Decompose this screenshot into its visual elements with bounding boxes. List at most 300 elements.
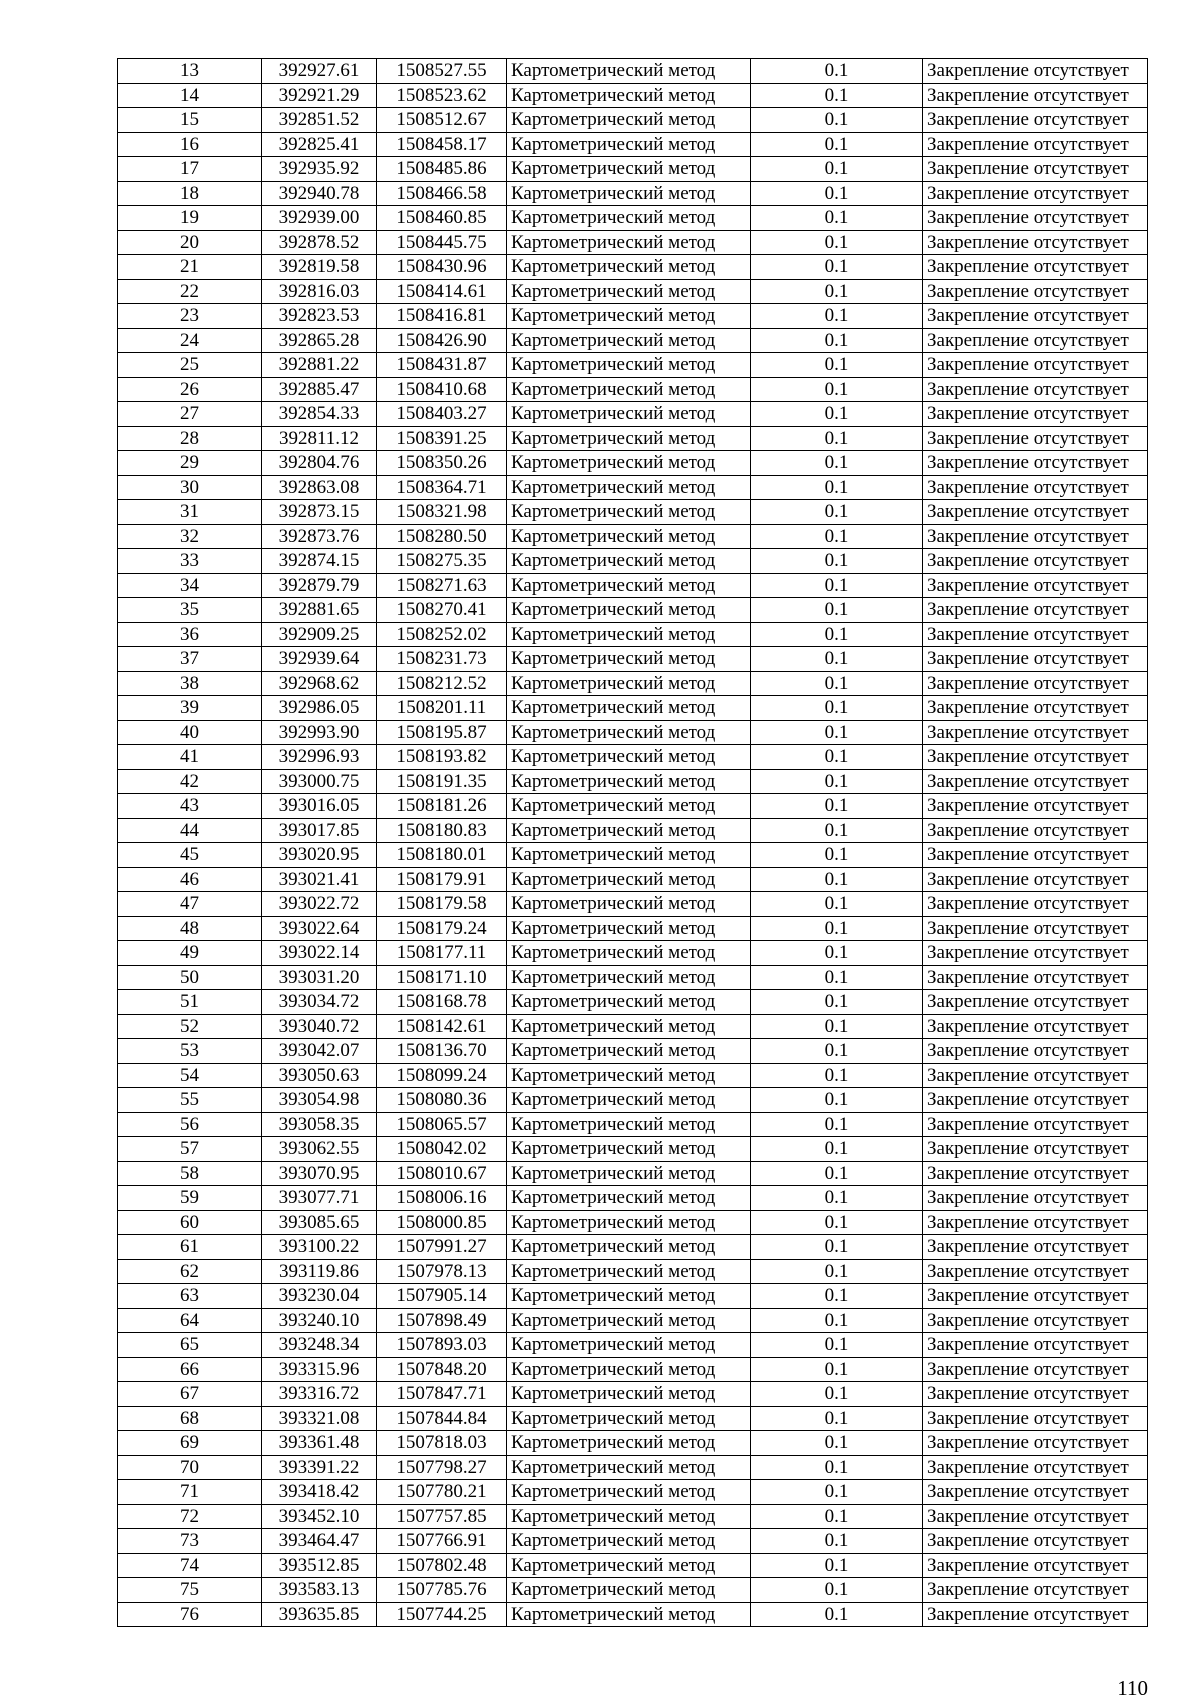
method-cell: Картометрический метод: [507, 794, 751, 819]
point-number-cell: 66: [118, 1357, 262, 1382]
accuracy-cell: 0.1: [751, 720, 923, 745]
table-row: [118, 1161, 1148, 1186]
y-coordinate-cell: 1508171.10: [377, 965, 507, 990]
x-coordinate-cell: 393512.85: [262, 1553, 377, 1578]
y-coordinate-cell: 1508350.26: [377, 451, 507, 476]
fixation-cell: Закрепление отсутствует: [923, 328, 1148, 353]
x-coordinate-cell: 392874.15: [262, 549, 377, 574]
table-row: [118, 377, 1148, 402]
accuracy-cell: 0.1: [751, 1308, 923, 1333]
y-coordinate-cell: 1508006.16: [377, 1186, 507, 1211]
x-coordinate-cell: 393240.10: [262, 1308, 377, 1333]
y-coordinate-cell: 1508321.98: [377, 500, 507, 525]
table-row: [118, 1333, 1148, 1358]
table-row: [118, 622, 1148, 647]
y-coordinate-cell: 1508391.25: [377, 426, 507, 451]
method-cell: Картометрический метод: [507, 108, 751, 133]
y-coordinate-cell: 1508195.87: [377, 720, 507, 745]
accuracy-cell: 0.1: [751, 573, 923, 598]
table-row: [118, 1455, 1148, 1480]
x-coordinate-cell: 392909.25: [262, 622, 377, 647]
point-number-cell: 28: [118, 426, 262, 451]
point-number-cell: 34: [118, 573, 262, 598]
y-coordinate-cell: 1508410.68: [377, 377, 507, 402]
fixation-cell: Закрепление отсутствует: [923, 1357, 1148, 1382]
x-coordinate-cell: 392921.29: [262, 83, 377, 108]
y-coordinate-cell: 1507844.84: [377, 1406, 507, 1431]
y-coordinate-cell: 1508042.02: [377, 1137, 507, 1162]
accuracy-cell: 0.1: [751, 1210, 923, 1235]
x-coordinate-cell: 393119.86: [262, 1259, 377, 1284]
method-cell: Картометрический метод: [507, 696, 751, 721]
point-number-cell: 59: [118, 1186, 262, 1211]
table-row: [118, 696, 1148, 721]
point-number-cell: 70: [118, 1455, 262, 1480]
fixation-cell: Закрепление отсутствует: [923, 1455, 1148, 1480]
method-cell: Картометрический метод: [507, 867, 751, 892]
method-cell: Картометрический метод: [507, 1529, 751, 1554]
y-coordinate-cell: 1507780.21: [377, 1480, 507, 1505]
y-coordinate-cell: 1508414.61: [377, 279, 507, 304]
x-coordinate-cell: 392927.61: [262, 59, 377, 84]
table-row: [118, 1553, 1148, 1578]
point-number-cell: 24: [118, 328, 262, 353]
table-row: [118, 892, 1148, 917]
y-coordinate-cell: 1508065.57: [377, 1112, 507, 1137]
fixation-cell: Закрепление отсутствует: [923, 1161, 1148, 1186]
table-row: [118, 83, 1148, 108]
method-cell: Картометрический метод: [507, 1137, 751, 1162]
fixation-cell: Закрепление отсутствует: [923, 83, 1148, 108]
table-row: [118, 59, 1148, 84]
point-number-cell: 14: [118, 83, 262, 108]
y-coordinate-cell: 1507744.25: [377, 1602, 507, 1627]
fixation-cell: Закрепление отсутствует: [923, 647, 1148, 672]
accuracy-cell: 0.1: [751, 59, 923, 84]
method-cell: Картометрический метод: [507, 157, 751, 182]
x-coordinate-cell: 393085.65: [262, 1210, 377, 1235]
table-row: [118, 1259, 1148, 1284]
x-coordinate-cell: 393464.47: [262, 1529, 377, 1554]
y-coordinate-cell: 1507766.91: [377, 1529, 507, 1554]
fixation-cell: Закрепление отсутствует: [923, 402, 1148, 427]
fixation-cell: Закрепление отсутствует: [923, 230, 1148, 255]
accuracy-cell: 0.1: [751, 279, 923, 304]
method-cell: Картометрический метод: [507, 304, 751, 329]
table-row: [118, 573, 1148, 598]
fixation-cell: Закрепление отсутствует: [923, 1382, 1148, 1407]
accuracy-cell: 0.1: [751, 647, 923, 672]
y-coordinate-cell: 1508212.52: [377, 671, 507, 696]
accuracy-cell: 0.1: [751, 1161, 923, 1186]
y-coordinate-cell: 1508168.78: [377, 990, 507, 1015]
point-number-cell: 72: [118, 1504, 262, 1529]
accuracy-cell: 0.1: [751, 696, 923, 721]
y-coordinate-cell: 1508179.58: [377, 892, 507, 917]
table-row: [118, 990, 1148, 1015]
x-coordinate-cell: 392940.78: [262, 181, 377, 206]
table-row: [118, 108, 1148, 133]
table-row: [118, 1357, 1148, 1382]
x-coordinate-cell: 393321.08: [262, 1406, 377, 1431]
table-row: [118, 1210, 1148, 1235]
y-coordinate-cell: 1508431.87: [377, 353, 507, 378]
method-cell: Картометрический метод: [507, 720, 751, 745]
fixation-cell: Закрепление отсутствует: [923, 1063, 1148, 1088]
accuracy-cell: 0.1: [751, 181, 923, 206]
x-coordinate-cell: 393077.71: [262, 1186, 377, 1211]
fixation-cell: Закрепление отсутствует: [923, 353, 1148, 378]
point-number-cell: 76: [118, 1602, 262, 1627]
accuracy-cell: 0.1: [751, 745, 923, 770]
method-cell: Картометрический метод: [507, 598, 751, 623]
x-coordinate-cell: 392854.33: [262, 402, 377, 427]
fixation-cell: Закрепление отсутствует: [923, 132, 1148, 157]
accuracy-cell: 0.1: [751, 402, 923, 427]
method-cell: Картометрический метод: [507, 279, 751, 304]
fixation-cell: Закрепление отсутствует: [923, 524, 1148, 549]
table-row: [118, 1578, 1148, 1603]
method-cell: Картометрический метод: [507, 1578, 751, 1603]
x-coordinate-cell: 392873.76: [262, 524, 377, 549]
x-coordinate-cell: 392881.65: [262, 598, 377, 623]
point-number-cell: 21: [118, 255, 262, 280]
method-cell: Картометрический метод: [507, 1161, 751, 1186]
accuracy-cell: 0.1: [751, 206, 923, 231]
fixation-cell: Закрепление отсутствует: [923, 671, 1148, 696]
method-cell: Картометрический метод: [507, 549, 751, 574]
point-number-cell: 19: [118, 206, 262, 231]
method-cell: Картометрический метод: [507, 402, 751, 427]
fixation-cell: Закрепление отсутствует: [923, 1578, 1148, 1603]
y-coordinate-cell: 1508271.63: [377, 573, 507, 598]
point-number-cell: 65: [118, 1333, 262, 1358]
table-row: [118, 1504, 1148, 1529]
fixation-cell: Закрепление отсутствует: [923, 1529, 1148, 1554]
y-coordinate-cell: 1508099.24: [377, 1063, 507, 1088]
x-coordinate-cell: 393022.64: [262, 916, 377, 941]
x-coordinate-cell: 393635.85: [262, 1602, 377, 1627]
method-cell: Картометрический метод: [507, 745, 751, 770]
method-cell: Картометрический метод: [507, 1284, 751, 1309]
point-number-cell: 49: [118, 941, 262, 966]
method-cell: Картометрический метод: [507, 255, 751, 280]
accuracy-cell: 0.1: [751, 598, 923, 623]
table-row: [118, 206, 1148, 231]
x-coordinate-cell: 393062.55: [262, 1137, 377, 1162]
fixation-cell: Закрепление отсутствует: [923, 475, 1148, 500]
fixation-cell: Закрепление отсутствует: [923, 769, 1148, 794]
x-coordinate-cell: 393021.41: [262, 867, 377, 892]
accuracy-cell: 0.1: [751, 1480, 923, 1505]
method-cell: Картометрический метод: [507, 206, 751, 231]
table-row: [118, 720, 1148, 745]
method-cell: Картометрический метод: [507, 671, 751, 696]
table-row: [118, 181, 1148, 206]
table-row: [118, 475, 1148, 500]
table-row: [118, 1137, 1148, 1162]
table-row: [118, 549, 1148, 574]
accuracy-cell: 0.1: [751, 1455, 923, 1480]
fixation-cell: Закрепление отсутствует: [923, 1284, 1148, 1309]
fixation-cell: Закрепление отсутствует: [923, 1504, 1148, 1529]
y-coordinate-cell: 1508523.62: [377, 83, 507, 108]
method-cell: Картометрический метод: [507, 573, 751, 598]
fixation-cell: Закрепление отсутствует: [923, 1186, 1148, 1211]
point-number-cell: 47: [118, 892, 262, 917]
point-number-cell: 42: [118, 769, 262, 794]
point-number-cell: 15: [118, 108, 262, 133]
table-row: [118, 1382, 1148, 1407]
y-coordinate-cell: 1508275.35: [377, 549, 507, 574]
method-cell: Картометрический метод: [507, 647, 751, 672]
y-coordinate-cell: 1508010.67: [377, 1161, 507, 1186]
method-cell: Картометрический метод: [507, 328, 751, 353]
point-number-cell: 54: [118, 1063, 262, 1088]
fixation-cell: Закрепление отсутствует: [923, 1088, 1148, 1113]
x-coordinate-cell: 392825.41: [262, 132, 377, 157]
point-number-cell: 17: [118, 157, 262, 182]
x-coordinate-cell: 392885.47: [262, 377, 377, 402]
point-number-cell: 53: [118, 1039, 262, 1064]
point-number-cell: 46: [118, 867, 262, 892]
method-cell: Картометрический метод: [507, 1333, 751, 1358]
y-coordinate-cell: 1508179.24: [377, 916, 507, 941]
accuracy-cell: 0.1: [751, 524, 923, 549]
x-coordinate-cell: 392935.92: [262, 157, 377, 182]
accuracy-cell: 0.1: [751, 1333, 923, 1358]
point-number-cell: 44: [118, 818, 262, 843]
method-cell: Картометрический метод: [507, 818, 751, 843]
method-cell: Картометрический метод: [507, 622, 751, 647]
method-cell: Картометрический метод: [507, 426, 751, 451]
y-coordinate-cell: 1507893.03: [377, 1333, 507, 1358]
point-number-cell: 55: [118, 1088, 262, 1113]
y-coordinate-cell: 1508403.27: [377, 402, 507, 427]
table-row: [118, 965, 1148, 990]
fixation-cell: Закрепление отсутствует: [923, 867, 1148, 892]
fixation-cell: Закрепление отсутствует: [923, 206, 1148, 231]
point-number-cell: 39: [118, 696, 262, 721]
fixation-cell: Закрепление отсутствует: [923, 549, 1148, 574]
table-row: [118, 1308, 1148, 1333]
table-row: [118, 524, 1148, 549]
method-cell: Картометрический метод: [507, 965, 751, 990]
point-number-cell: 38: [118, 671, 262, 696]
y-coordinate-cell: 1508193.82: [377, 745, 507, 770]
x-coordinate-cell: 392993.90: [262, 720, 377, 745]
y-coordinate-cell: 1508201.11: [377, 696, 507, 721]
x-coordinate-cell: 393034.72: [262, 990, 377, 1015]
y-coordinate-cell: 1508466.58: [377, 181, 507, 206]
fixation-cell: Закрепление отсутствует: [923, 1431, 1148, 1456]
accuracy-cell: 0.1: [751, 1431, 923, 1456]
point-number-cell: 48: [118, 916, 262, 941]
x-coordinate-cell: 392986.05: [262, 696, 377, 721]
x-coordinate-cell: 392968.62: [262, 671, 377, 696]
method-cell: Картометрический метод: [507, 892, 751, 917]
table-row: [118, 647, 1148, 672]
fixation-cell: Закрепление отсутствует: [923, 1014, 1148, 1039]
table-row: [118, 941, 1148, 966]
point-number-cell: 32: [118, 524, 262, 549]
point-number-cell: 20: [118, 230, 262, 255]
point-number-cell: 75: [118, 1578, 262, 1603]
method-cell: Картометрический метод: [507, 377, 751, 402]
x-coordinate-cell: 393391.22: [262, 1455, 377, 1480]
point-number-cell: 36: [118, 622, 262, 647]
accuracy-cell: 0.1: [751, 475, 923, 500]
table-row: [118, 916, 1148, 941]
fixation-cell: Закрепление отсутствует: [923, 696, 1148, 721]
y-coordinate-cell: 1507757.85: [377, 1504, 507, 1529]
method-cell: Картометрический метод: [507, 230, 751, 255]
table-row: [118, 1431, 1148, 1456]
method-cell: Картометрический метод: [507, 1063, 751, 1088]
table-row: [118, 745, 1148, 770]
x-coordinate-cell: 393022.14: [262, 941, 377, 966]
fixation-cell: Закрепление отсутствует: [923, 181, 1148, 206]
x-coordinate-cell: 392881.22: [262, 353, 377, 378]
x-coordinate-cell: 393054.98: [262, 1088, 377, 1113]
fixation-cell: Закрепление отсутствует: [923, 573, 1148, 598]
method-cell: Картометрический метод: [507, 1088, 751, 1113]
accuracy-cell: 0.1: [751, 132, 923, 157]
method-cell: Картометрический метод: [507, 500, 751, 525]
x-coordinate-cell: 393017.85: [262, 818, 377, 843]
x-coordinate-cell: 393583.13: [262, 1578, 377, 1603]
accuracy-cell: 0.1: [751, 1553, 923, 1578]
method-cell: Картометрический метод: [507, 1602, 751, 1627]
table-row: [118, 353, 1148, 378]
accuracy-cell: 0.1: [751, 353, 923, 378]
table-row: [118, 1284, 1148, 1309]
accuracy-cell: 0.1: [751, 867, 923, 892]
table-row: [118, 230, 1148, 255]
table-row: [118, 671, 1148, 696]
y-coordinate-cell: 1508485.86: [377, 157, 507, 182]
table-row: [118, 451, 1148, 476]
y-coordinate-cell: 1508512.67: [377, 108, 507, 133]
y-coordinate-cell: 1507798.27: [377, 1455, 507, 1480]
fixation-cell: Закрепление отсутствует: [923, 59, 1148, 84]
y-coordinate-cell: 1507991.27: [377, 1235, 507, 1260]
table-row: [118, 794, 1148, 819]
table-row: [118, 402, 1148, 427]
accuracy-cell: 0.1: [751, 769, 923, 794]
point-number-cell: 52: [118, 1014, 262, 1039]
point-number-cell: 64: [118, 1308, 262, 1333]
accuracy-cell: 0.1: [751, 1088, 923, 1113]
x-coordinate-cell: 393316.72: [262, 1382, 377, 1407]
x-coordinate-cell: 393050.63: [262, 1063, 377, 1088]
method-cell: Картометрический метод: [507, 353, 751, 378]
point-number-cell: 33: [118, 549, 262, 574]
table-row: [118, 255, 1148, 280]
point-number-cell: 58: [118, 1161, 262, 1186]
x-coordinate-cell: 393000.75: [262, 769, 377, 794]
fixation-cell: Закрепление отсутствует: [923, 1259, 1148, 1284]
y-coordinate-cell: 1508136.70: [377, 1039, 507, 1064]
table-row: [118, 132, 1148, 157]
table-row: [118, 328, 1148, 353]
x-coordinate-cell: 392863.08: [262, 475, 377, 500]
accuracy-cell: 0.1: [751, 818, 923, 843]
method-cell: Картометрический метод: [507, 1014, 751, 1039]
x-coordinate-cell: 392939.64: [262, 647, 377, 672]
accuracy-cell: 0.1: [751, 1406, 923, 1431]
y-coordinate-cell: 1508080.36: [377, 1088, 507, 1113]
y-coordinate-cell: 1508364.71: [377, 475, 507, 500]
accuracy-cell: 0.1: [751, 622, 923, 647]
method-cell: Картометрический метод: [507, 941, 751, 966]
accuracy-cell: 0.1: [751, 549, 923, 574]
accuracy-cell: 0.1: [751, 157, 923, 182]
point-number-cell: 27: [118, 402, 262, 427]
coordinates-table: [117, 58, 1148, 1627]
table-row: [118, 1186, 1148, 1211]
method-cell: Картометрический метод: [507, 916, 751, 941]
y-coordinate-cell: 1508458.17: [377, 132, 507, 157]
fixation-cell: Закрепление отсутствует: [923, 843, 1148, 868]
method-cell: Картометрический метод: [507, 990, 751, 1015]
fixation-cell: Закрепление отсутствует: [923, 990, 1148, 1015]
accuracy-cell: 0.1: [751, 892, 923, 917]
fixation-cell: Закрепление отсутствует: [923, 916, 1148, 941]
accuracy-cell: 0.1: [751, 1235, 923, 1260]
table-row: [118, 867, 1148, 892]
point-number-cell: 37: [118, 647, 262, 672]
method-cell: Картометрический метод: [507, 1210, 751, 1235]
point-number-cell: 63: [118, 1284, 262, 1309]
x-coordinate-cell: 393016.05: [262, 794, 377, 819]
x-coordinate-cell: 392819.58: [262, 255, 377, 280]
accuracy-cell: 0.1: [751, 1504, 923, 1529]
method-cell: Картометрический метод: [507, 1455, 751, 1480]
point-number-cell: 60: [118, 1210, 262, 1235]
method-cell: Картометрический метод: [507, 1039, 751, 1064]
y-coordinate-cell: 1508177.11: [377, 941, 507, 966]
table-row: [118, 769, 1148, 794]
point-number-cell: 26: [118, 377, 262, 402]
method-cell: Картометрический метод: [507, 1406, 751, 1431]
y-coordinate-cell: 1508280.50: [377, 524, 507, 549]
accuracy-cell: 0.1: [751, 108, 923, 133]
accuracy-cell: 0.1: [751, 990, 923, 1015]
point-number-cell: 74: [118, 1553, 262, 1578]
method-cell: Картометрический метод: [507, 59, 751, 84]
x-coordinate-cell: 392811.12: [262, 426, 377, 451]
fixation-cell: Закрепление отсутствует: [923, 1137, 1148, 1162]
point-number-cell: 41: [118, 745, 262, 770]
table-row: [118, 1529, 1148, 1554]
table-row: [118, 1063, 1148, 1088]
accuracy-cell: 0.1: [751, 451, 923, 476]
table-row: [118, 1406, 1148, 1431]
accuracy-cell: 0.1: [751, 83, 923, 108]
point-number-cell: 45: [118, 843, 262, 868]
fixation-cell: Закрепление отсутствует: [923, 1308, 1148, 1333]
point-number-cell: 62: [118, 1259, 262, 1284]
x-coordinate-cell: 393020.95: [262, 843, 377, 868]
method-cell: Картометрический метод: [507, 1504, 751, 1529]
x-coordinate-cell: 392823.53: [262, 304, 377, 329]
y-coordinate-cell: 1508180.01: [377, 843, 507, 868]
table-row: [118, 818, 1148, 843]
y-coordinate-cell: 1507818.03: [377, 1431, 507, 1456]
x-coordinate-cell: 392873.15: [262, 500, 377, 525]
accuracy-cell: 0.1: [751, 794, 923, 819]
